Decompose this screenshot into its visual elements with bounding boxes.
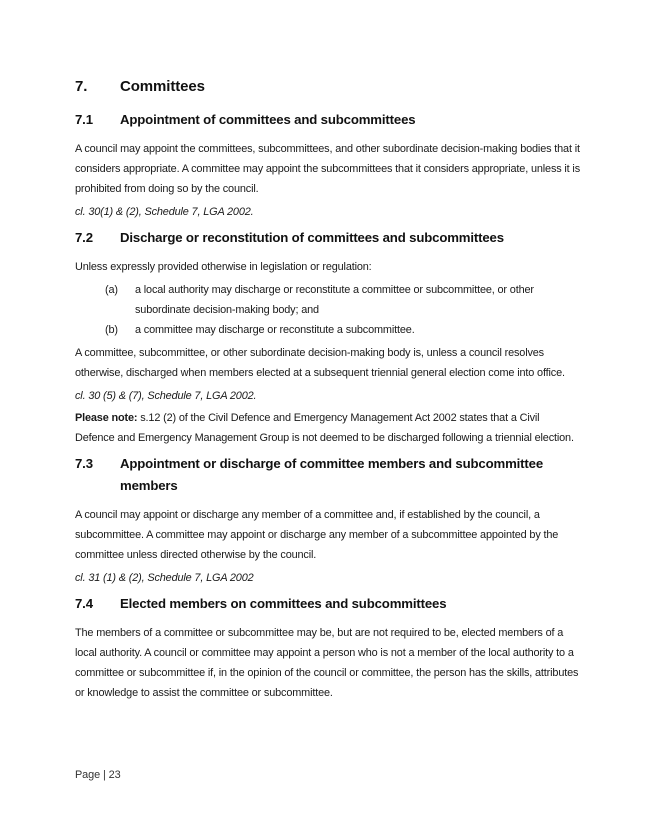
list-item-b-label: (b) <box>105 324 118 336</box>
section-7-3-body: A council may appoint or discharge any member of a committee and, if established by the council, a subcommittee. A committee may appoint or discharge any member of a subcommittee appointed by the committee unless directed otherwise by the council. <box>75 509 559 561</box>
note-text: s.12 (2) of the Civil Defence and Emergency Management Act 2002 states that a Civil Defence and Emergency Management Group is not deemed to be discharged following a triennial election. <box>75 412 574 444</box>
list-item-a-label: (a) <box>105 284 118 296</box>
section-heading-7-1 <box>75 109 581 131</box>
section-heading-7-3 <box>75 453 581 497</box>
section-7-1-citation: cl. 30(1) & (2), Schedule 7, LGA 2002. <box>75 206 254 218</box>
chapter-title: Committees <box>120 78 205 95</box>
section-7-2-note <box>75 408 581 448</box>
section-title-7-3: Appointment or discharge of committee members and subcommittee members <box>120 456 544 493</box>
section-title-7-2: Discharge or reconstitution of committees and subcommittees <box>120 230 504 245</box>
list-item-a <box>75 280 581 320</box>
list-item-b-text: a committee may discharge or reconstitute a subcommittee. <box>135 324 415 336</box>
section-7-4-body: The members of a committee or subcommittee may be, but are not required to be, elected members of a local authority. A council or committee may appoint a person who is not a member of the local authority to a committee or subcommittee if, in the opinion of the council or committee, the person has the skills, attributes or knowledge to assist the committee or subcommittee. <box>75 627 579 699</box>
section-number-7-1: 7.1 <box>75 112 93 127</box>
section-number-7-3: 7.3 <box>75 456 93 471</box>
section-title-7-4: Elected members on committees and subcommittees <box>120 596 447 611</box>
lettered-list <box>75 280 581 340</box>
section-7-2-body: A committee, subcommittee, or other subordinate decision-making body is, unless a council resolves otherwise, discharged when members elected at a subsequent triennial general election come into office. <box>75 347 565 379</box>
section-7-1-body: A council may appoint the committees, subcommittees, and other subordinate decision-making bodies that it considers appropriate. A committee may appoint the subcommittees that it considers appropriate, unless it is prohibited from doing so by the council. <box>75 143 580 195</box>
section-title-7-1: Appointment of committees and subcommittees <box>120 112 416 127</box>
section-heading-7-4 <box>75 593 581 615</box>
section-number-7-4: 7.4 <box>75 596 93 611</box>
section-7-2-intro: Unless expressly provided otherwise in legislation or regulation: <box>75 261 372 273</box>
list-item-a-text: a local authority may discharge or reconstitute a committee or subcommittee, or other subordinate decision-making body; and <box>135 284 534 316</box>
page-number-footer: Page | 23 <box>75 769 121 781</box>
section-heading-7-2 <box>75 227 581 249</box>
section-7-3-citation: cl. 31 (1) & (2), Schedule 7, LGA 2002 <box>75 572 254 584</box>
list-item-b <box>75 320 581 340</box>
section-number-7-2: 7.2 <box>75 230 93 245</box>
chapter-heading <box>75 77 581 97</box>
note-label: Please note: <box>75 412 138 424</box>
chapter-number: 7. <box>75 78 88 95</box>
section-7-2-citation: cl. 30 (5) & (7), Schedule 7, LGA 2002. <box>75 390 257 402</box>
